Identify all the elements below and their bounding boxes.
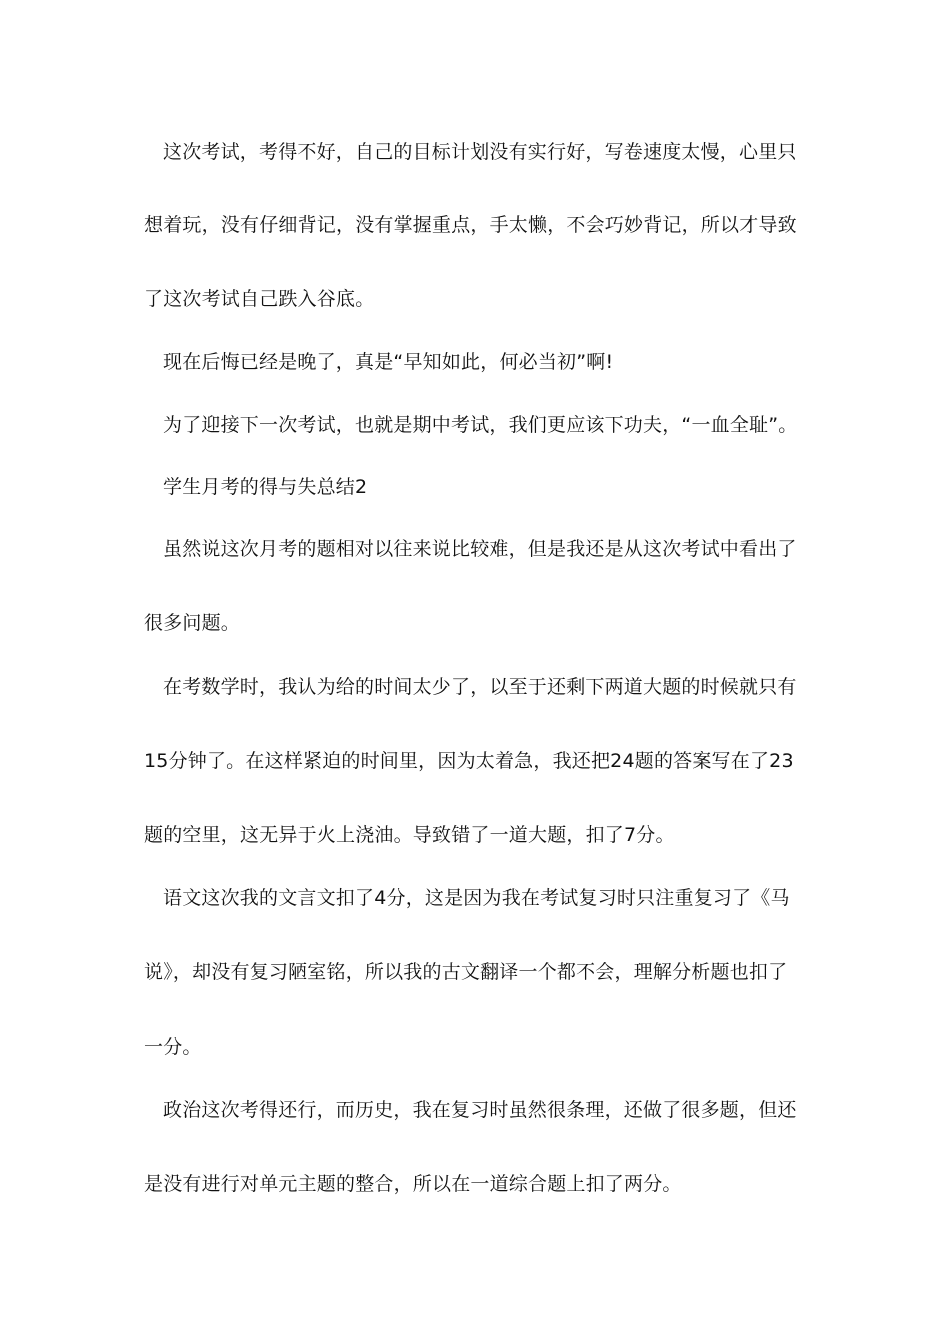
paragraph-line: 为了迎接下一次考试，也就是期中考试，我们更应该下功夫，“一血全耻”。 xyxy=(163,414,798,436)
paragraph-line: 15分钟了。在这样紧迫的时间里，因为太着急，我还把24题的答案写在了23 xyxy=(144,750,794,772)
paragraph-line: 说》，却没有复习陋室铭，所以我的古文翻译一个都不会，理解分析题也扣了 xyxy=(144,961,788,983)
paragraph-line: 了这次考试自己跌入谷底。 xyxy=(144,288,375,310)
paragraph-line: 这次考试，考得不好，自己的目标计划没有实行好，写卷速度太慢，心里只 xyxy=(163,141,797,163)
paragraph-line: 政治这次考得还行，而历史，我在复习时虽然很条理，还做了很多题，但还 xyxy=(163,1099,797,1121)
paragraph-line: 在考数学时，我认为给的时间太少了，以至于还剩下两道大题的时候就只有 xyxy=(163,676,797,698)
paragraph-line: 一分。 xyxy=(144,1036,202,1058)
paragraph-line: 是没有进行对单元主题的整合，所以在一道综合题上扣了两分。 xyxy=(144,1173,682,1195)
paragraph-line: 题的空里，这无异于火上浇油。导致错了一道大题，扣了7分。 xyxy=(144,824,675,846)
paragraph-line: 很多问题。 xyxy=(144,612,241,634)
paragraph-line: 虽然说这次月考的题相对以往来说比较难，但是我还是从这次考试中看出了 xyxy=(163,538,797,560)
paragraph-line: 语文这次我的文言文扣了4分，这是因为我在考试复习时只注重复习了《马 xyxy=(163,887,790,909)
paragraph-line: 现在后悔已经是晚了，真是“早知如此，何必当初”啊! xyxy=(163,351,614,373)
paragraph-line: 想着玩，没有仔细背记，没有掌握重点，手太懒，不会巧妙背记，所以才导致 xyxy=(144,214,797,236)
section-heading: 学生月考的得与失总结2 xyxy=(163,476,368,498)
